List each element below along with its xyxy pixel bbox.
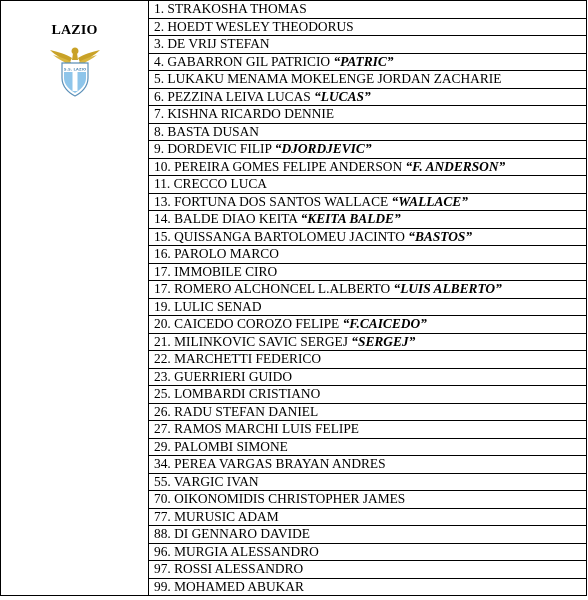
player-cell	[149, 141, 587, 159]
lazio-crest-icon	[48, 42, 102, 98]
table-row	[1, 1, 587, 19]
player-name: 17. IMMOBILE CIRO	[154, 263, 278, 279]
player-name: 70. OIKONOMIDIS CHRISTOPHER JAMES	[154, 491, 406, 507]
player-name: 19. LULIC SENAD	[154, 298, 262, 314]
player-name: 97. ROSSI ALESSANDRO	[154, 561, 304, 577]
player-name: 26. RADU STEFAN DANIEL	[154, 403, 319, 419]
player-cell	[149, 88, 587, 106]
player-nickname: “SERGEJ”	[351, 333, 416, 349]
player-cell	[149, 1, 587, 19]
player-cell	[149, 368, 587, 386]
player-name: 96. MURGIA ALESSANDRO	[154, 543, 319, 559]
player-cell	[149, 508, 587, 526]
player-name: 15. QUISSANGA BARTOLOMEU JACINTO	[154, 228, 405, 244]
player-name: 27. RAMOS MARCHI LUIS FELIPE	[154, 421, 359, 437]
player-cell	[149, 438, 587, 456]
player-cell	[149, 176, 587, 194]
player-cell	[149, 123, 587, 141]
player-nickname: “PATRIC”	[333, 53, 394, 69]
player-cell	[149, 36, 587, 54]
player-name: 17. ROMERO ALCHONCEL L.ALBERTO	[154, 281, 391, 297]
player-cell	[149, 193, 587, 211]
player-name: 4. GABARRON GIL PATRICIO	[154, 53, 331, 69]
player-name: 25. LOMBARDI CRISTIANO	[154, 386, 321, 402]
player-cell	[149, 298, 587, 316]
player-cell	[149, 491, 587, 509]
player-name: 13. FORTUNA DOS SANTOS WALLACE	[154, 193, 389, 209]
player-cell	[149, 456, 587, 474]
player-name: 16. PAROLO MARCO	[154, 246, 279, 262]
player-cell	[149, 543, 587, 561]
player-cell	[149, 228, 587, 246]
crest-text: S.S. LAZIO	[63, 66, 86, 72]
player-name: 22. MARCHETTI FEDERICO	[154, 351, 322, 367]
player-name: 5. LUKAKU MENAMA MOKELENGE JORDAN ZACHARIE	[154, 71, 502, 87]
player-nickname: “F. ANDERSON”	[405, 158, 506, 174]
player-name: 99. MOHAMED ABUKAR	[154, 578, 304, 594]
player-cell	[149, 526, 587, 544]
player-cell	[149, 386, 587, 404]
player-nickname: “KEITA BALDE”	[300, 211, 401, 227]
player-cell	[149, 53, 587, 71]
player-cell	[149, 211, 587, 229]
player-name: 77. MURUSIC ADAM	[154, 508, 279, 524]
player-name: 23. GUERRIERI GUIDO	[154, 368, 292, 384]
player-name: 34. PEREA VARGAS BRAYAN ANDRES	[154, 456, 386, 472]
team-cell	[1, 1, 149, 596]
player-nickname: “F.CAICEDO”	[342, 316, 427, 332]
player-nickname: “BASTOS”	[408, 228, 473, 244]
player-cell	[149, 421, 587, 439]
player-name: 29. PALOMBI SIMONE	[154, 438, 288, 454]
player-cell	[149, 578, 587, 596]
player-name: 11. CRECCO LUCA	[154, 176, 267, 192]
player-name: 14. BALDE DIAO KEITA	[154, 211, 298, 227]
player-nickname: “LUIS ALBERTO”	[393, 281, 502, 297]
player-cell	[149, 106, 587, 124]
player-name: 88. DI GENNARO DAVIDE	[154, 526, 310, 542]
player-name: 2. HOEDT WESLEY THEODORUS	[154, 18, 354, 34]
player-name: 20. CAICEDO COROZO FELIPE	[154, 316, 340, 332]
player-cell	[149, 403, 587, 421]
player-nickname: “WALLACE”	[391, 193, 468, 209]
player-nickname: “LUCAS”	[314, 88, 371, 104]
team-name: LAZIO	[51, 23, 98, 38]
roster-body	[1, 1, 587, 596]
player-cell	[149, 351, 587, 369]
player-cell	[149, 281, 587, 299]
player-cell	[149, 71, 587, 89]
player-cell	[149, 333, 587, 351]
player-name: 7. KISHNA RICARDO DENNIE	[154, 106, 335, 122]
player-nickname: “DJORDJEVIC”	[274, 141, 372, 157]
player-name: 10. PEREIRA GOMES FELIPE ANDERSON	[154, 158, 403, 174]
player-name: 8. BASTA DUSAN	[154, 123, 259, 139]
player-cell	[149, 158, 587, 176]
player-cell	[149, 263, 587, 281]
player-name: 55. VARGIC IVAN	[154, 473, 259, 489]
player-cell	[149, 316, 587, 334]
player-name: 1. STRAKOSHA THOMAS	[154, 1, 307, 17]
player-name: 6. PEZZINA LEIVA LUCAS	[154, 88, 311, 104]
player-cell	[149, 246, 587, 264]
player-cell	[149, 561, 587, 579]
player-cell	[149, 473, 587, 491]
player-cell	[149, 18, 587, 36]
player-name: 3. DE VRIJ STEFAN	[154, 36, 270, 52]
player-name: 21. MILINKOVIC SAVIC SERGEJ	[154, 333, 348, 349]
player-name: 9. DORDEVIC FILIP	[154, 141, 272, 157]
